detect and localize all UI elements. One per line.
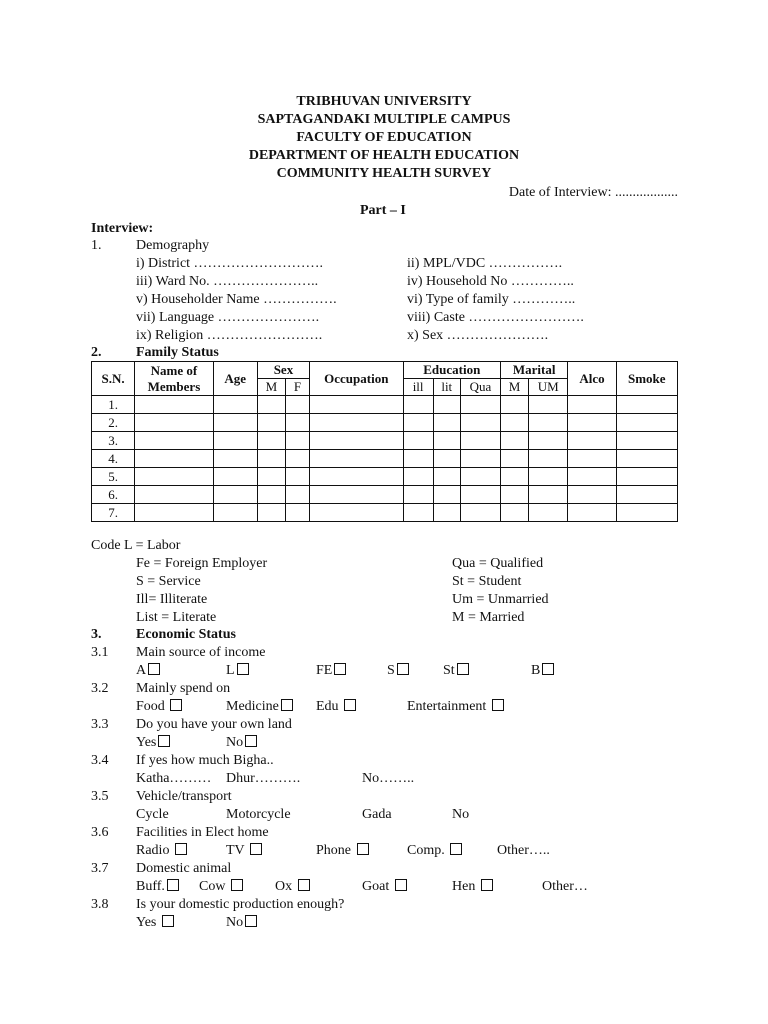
th-sex: Sex [257, 362, 309, 379]
checkbox[interactable] [158, 735, 170, 747]
table-cell[interactable] [257, 450, 285, 468]
checkbox[interactable] [250, 843, 262, 855]
q35-opt-no: No [452, 807, 470, 822]
table-cell[interactable] [135, 468, 213, 486]
table-cell[interactable] [213, 414, 257, 432]
table-cell[interactable] [616, 486, 677, 504]
q36-opt-other: Other….. [497, 843, 550, 858]
q31-opt-s[interactable]: S [387, 662, 409, 679]
table-cell[interactable] [135, 432, 213, 450]
checkbox[interactable] [334, 663, 346, 675]
economic-num: 3. [91, 627, 102, 642]
row-sn: 4. [92, 450, 135, 468]
table-row [92, 450, 678, 468]
checkbox[interactable] [281, 699, 293, 711]
q31-text: Main source of income [136, 645, 266, 660]
table-cell[interactable] [310, 396, 403, 414]
q37-opt-buff[interactable]: Buff. [136, 878, 179, 895]
q35-opt-cycle: Cycle [136, 807, 169, 822]
table-cell[interactable] [568, 486, 616, 504]
table-cell[interactable] [135, 486, 213, 504]
table-cell[interactable] [257, 468, 285, 486]
checkbox[interactable] [481, 879, 493, 891]
table-cell[interactable] [460, 468, 500, 486]
table-cell[interactable] [501, 396, 529, 414]
row-sn: 6. [92, 486, 135, 504]
q34-num: 3.4 [91, 753, 109, 768]
table-row [92, 396, 678, 414]
code-qualified: Qua = Qualified [452, 556, 544, 571]
checkbox[interactable] [492, 699, 504, 711]
q35-num: 3.5 [91, 789, 109, 804]
checkbox[interactable] [542, 663, 554, 675]
checkbox[interactable] [245, 735, 257, 747]
table-row [92, 468, 678, 486]
code-labor: Code L = Labor [91, 538, 181, 553]
code-illiterate: Ill= Illiterate [136, 592, 208, 607]
row-sn: 3. [92, 432, 135, 450]
q31-opt-l[interactable]: L [226, 662, 249, 679]
interview-label: Interview: [91, 221, 154, 236]
table-cell[interactable] [501, 414, 529, 432]
table-cell[interactable] [257, 414, 285, 432]
q36-text: Facilities in Elect home [136, 825, 269, 840]
table-cell[interactable] [285, 468, 309, 486]
q33-num: 3.3 [91, 717, 109, 732]
q34-opt-dhur: Dhur………. [226, 771, 301, 786]
table-cell[interactable] [285, 414, 309, 432]
checkbox[interactable] [344, 699, 356, 711]
table-cell[interactable] [568, 414, 616, 432]
table-cell[interactable] [285, 486, 309, 504]
header-campus: SAPTAGANDAKI MULTIPLE CAMPUS [257, 112, 511, 127]
field-ward-no: iii) Ward No. ………………….. [136, 274, 319, 289]
q38-num: 3.8 [91, 897, 109, 912]
table-cell[interactable] [433, 432, 460, 450]
table-cell[interactable] [529, 450, 568, 468]
table-cell[interactable] [135, 414, 213, 432]
table-cell[interactable] [529, 414, 568, 432]
table-cell[interactable] [310, 504, 403, 522]
q35-text: Vehicle/transport [136, 789, 232, 804]
table-cell[interactable] [213, 468, 257, 486]
table-cell[interactable] [616, 432, 677, 450]
table-cell[interactable] [310, 414, 403, 432]
table-cell[interactable] [310, 468, 403, 486]
table-cell[interactable] [213, 450, 257, 468]
q37-opt-goat[interactable]: Goat [362, 878, 407, 895]
code-service: S = Service [136, 574, 201, 589]
q33-text: Do you have your own land [136, 717, 292, 732]
checkbox[interactable] [175, 843, 187, 855]
table-row [92, 486, 678, 504]
table-cell[interactable] [403, 396, 433, 414]
table-cell[interactable] [403, 504, 433, 522]
table-cell[interactable] [501, 450, 529, 468]
field-mpl-vdc: ii) MPL/VDC ……………. [407, 256, 563, 271]
table-cell[interactable] [568, 468, 616, 486]
q31-num: 3.1 [91, 645, 109, 660]
row-sn: 5. [92, 468, 135, 486]
field-sex: x) Sex …………………. [407, 328, 549, 343]
table-row [92, 414, 678, 432]
checkbox[interactable] [162, 915, 174, 927]
table-cell[interactable] [285, 396, 309, 414]
q31-opt-b[interactable]: B [531, 662, 554, 679]
checkbox[interactable] [450, 843, 462, 855]
table-cell[interactable] [285, 432, 309, 450]
table-cell[interactable] [403, 432, 433, 450]
table-cell[interactable] [213, 396, 257, 414]
q38-opt-no[interactable]: No [226, 914, 257, 931]
table-cell[interactable] [403, 468, 433, 486]
q32-opt-medicine[interactable]: Medicine [226, 698, 293, 715]
table-cell[interactable] [213, 504, 257, 522]
checkbox[interactable] [397, 663, 409, 675]
q37-opt-cow[interactable]: Cow [199, 878, 243, 895]
q36-opt-radio[interactable]: Radio [136, 842, 187, 859]
q35-opt-motorcycle: Motorcycle [226, 807, 291, 822]
q31-opt-a[interactable]: A [136, 662, 160, 679]
table-cell[interactable] [433, 504, 460, 522]
table-cell[interactable] [501, 468, 529, 486]
checkbox[interactable] [167, 879, 179, 891]
q36-opt-comp[interactable]: Comp. [407, 842, 462, 859]
code-foreign-employer: Fe = Foreign Employer [136, 556, 268, 571]
q33-opt-no[interactable]: No [226, 734, 257, 751]
table-row [92, 504, 678, 522]
code-unmarried: Um = Unmarried [452, 592, 549, 607]
table-cell[interactable] [257, 432, 285, 450]
q36-num: 3.6 [91, 825, 109, 840]
table-cell[interactable] [310, 486, 403, 504]
code-literate: List = Literate [136, 610, 217, 625]
table-cell[interactable] [257, 504, 285, 522]
table-cell[interactable] [568, 450, 616, 468]
checkbox[interactable] [395, 879, 407, 891]
table-cell[interactable] [616, 504, 677, 522]
q38-text: Is your domestic production enough? [136, 897, 345, 912]
table-cell[interactable] [433, 450, 460, 468]
table-cell[interactable] [501, 486, 529, 504]
row-sn: 1. [92, 396, 135, 414]
q32-num: 3.2 [91, 681, 109, 696]
table-cell[interactable] [257, 486, 285, 504]
checkbox[interactable] [457, 663, 469, 675]
table-cell[interactable] [460, 450, 500, 468]
th-edu-ill: ill [403, 379, 433, 396]
part-title: Part – I [360, 203, 406, 218]
field-householder-name: v) Householder Name ……………. [136, 292, 337, 307]
field-language: vii) Language …………………. [136, 310, 320, 325]
table-cell[interactable] [460, 414, 500, 432]
q37-num: 3.7 [91, 861, 109, 876]
table-cell[interactable] [310, 432, 403, 450]
family-status-num: 2. [91, 345, 102, 360]
field-type-of-family: vi) Type of family ………….. [407, 292, 576, 307]
table-cell[interactable] [501, 432, 529, 450]
row-sn: 7. [92, 504, 135, 522]
header-survey: COMMUNITY HEALTH SURVEY [276, 166, 492, 181]
th-education: Education [403, 362, 500, 379]
q35-opt-gada: Gada [362, 807, 392, 822]
table-cell[interactable] [285, 450, 309, 468]
th-sex-f: F [285, 379, 309, 396]
q32-opt-edu[interactable]: Edu [316, 698, 356, 715]
th-alco: Alco [568, 362, 616, 396]
table-cell[interactable] [433, 414, 460, 432]
q37-text: Domestic animal [136, 861, 232, 876]
th-smoke: Smoke [616, 362, 677, 396]
q38-opt-yes[interactable]: Yes [136, 914, 174, 931]
table-cell[interactable] [460, 486, 500, 504]
q32-text: Mainly spend on [136, 681, 231, 696]
th-edu-qua: Qua [460, 379, 500, 396]
th-name-of-members: Name of Members [135, 362, 213, 396]
q34-opt-katha: Katha……… [136, 771, 212, 786]
demography-num: 1. [91, 238, 102, 253]
q36-opt-tv[interactable]: TV [226, 842, 262, 859]
q31-opt-st[interactable]: St [443, 662, 469, 679]
table-cell[interactable] [285, 504, 309, 522]
field-district: i) District ………………………. [136, 256, 324, 271]
checkbox[interactable] [148, 663, 160, 675]
table-cell[interactable] [460, 504, 500, 522]
family-status-title: Family Status [136, 345, 219, 360]
table-cell[interactable] [403, 414, 433, 432]
table-cell[interactable] [135, 450, 213, 468]
table-row [92, 432, 678, 450]
table-cell[interactable] [616, 450, 677, 468]
checkbox[interactable] [245, 915, 257, 927]
table-cell[interactable] [529, 468, 568, 486]
field-religion: ix) Religion ……………………. [136, 328, 323, 343]
economic-title: Economic Status [136, 627, 236, 642]
code-student: St = Student [452, 574, 522, 589]
checkbox[interactable] [170, 699, 182, 711]
table-cell[interactable] [460, 432, 500, 450]
table-cell[interactable] [403, 486, 433, 504]
table-cell[interactable] [568, 504, 616, 522]
field-household-no: iv) Household No ………….. [407, 274, 574, 289]
q36-opt-phone[interactable]: Phone [316, 842, 369, 859]
th-sex-m: M [257, 379, 285, 396]
header-university: TRIBHUVAN UNIVERSITY [296, 94, 472, 109]
date-of-interview: Date of Interview: .................. [508, 185, 678, 200]
checkbox[interactable] [298, 879, 310, 891]
q37-opt-ox[interactable]: Ox [275, 878, 310, 895]
table-cell[interactable] [433, 486, 460, 504]
demography-title: Demography [136, 238, 210, 253]
family-status-table [91, 361, 678, 522]
table-cell[interactable] [568, 396, 616, 414]
table-cell[interactable] [135, 504, 213, 522]
code-married: M = Married [452, 610, 525, 625]
q32-opt-food[interactable]: Food [136, 698, 182, 715]
table-cell[interactable] [616, 414, 677, 432]
table-cell[interactable] [257, 396, 285, 414]
table-cell[interactable] [433, 468, 460, 486]
field-caste: viii) Caste ……………………. [407, 310, 584, 325]
table-cell[interactable] [310, 450, 403, 468]
checkbox[interactable] [231, 879, 243, 891]
checkbox[interactable] [357, 843, 369, 855]
table-cell[interactable] [135, 396, 213, 414]
table-cell[interactable] [403, 450, 433, 468]
checkbox[interactable] [237, 663, 249, 675]
q37-opt-other: Other… [542, 879, 588, 894]
q37-opt-hen[interactable]: Hen [452, 878, 493, 895]
th-edu-lit: lit [433, 379, 460, 396]
q32-opt-entertainment[interactable]: Entertainment [407, 698, 504, 715]
table-cell[interactable] [213, 432, 257, 450]
table-cell[interactable] [529, 396, 568, 414]
table-cell[interactable] [433, 396, 460, 414]
table-cell[interactable] [616, 468, 677, 486]
table-cell[interactable] [529, 432, 568, 450]
table-cell[interactable] [460, 396, 500, 414]
q34-text: If yes how much Bigha.. [136, 753, 274, 768]
th-sn: S.N. [92, 362, 135, 396]
table-cell[interactable] [616, 396, 677, 414]
table-cell[interactable] [568, 432, 616, 450]
q34-opt-no: No…….. [362, 771, 415, 786]
header-faculty: FACULTY OF EDUCATION [296, 130, 472, 145]
row-sn: 2. [92, 414, 135, 432]
table-cell[interactable] [529, 486, 568, 504]
q31-opt-fe[interactable]: FE [316, 662, 346, 679]
q33-opt-yes[interactable]: Yes [136, 734, 170, 751]
table-cell[interactable] [501, 504, 529, 522]
th-marital-um: UM [529, 379, 568, 396]
th-age: Age [213, 362, 257, 396]
th-marital-m: M [501, 379, 529, 396]
th-occupation: Occupation [310, 362, 403, 396]
table-cell[interactable] [213, 486, 257, 504]
table-cell[interactable] [529, 504, 568, 522]
th-marital: Marital [501, 362, 568, 379]
header-department: DEPARTMENT OF HEALTH EDUCATION [248, 148, 520, 163]
